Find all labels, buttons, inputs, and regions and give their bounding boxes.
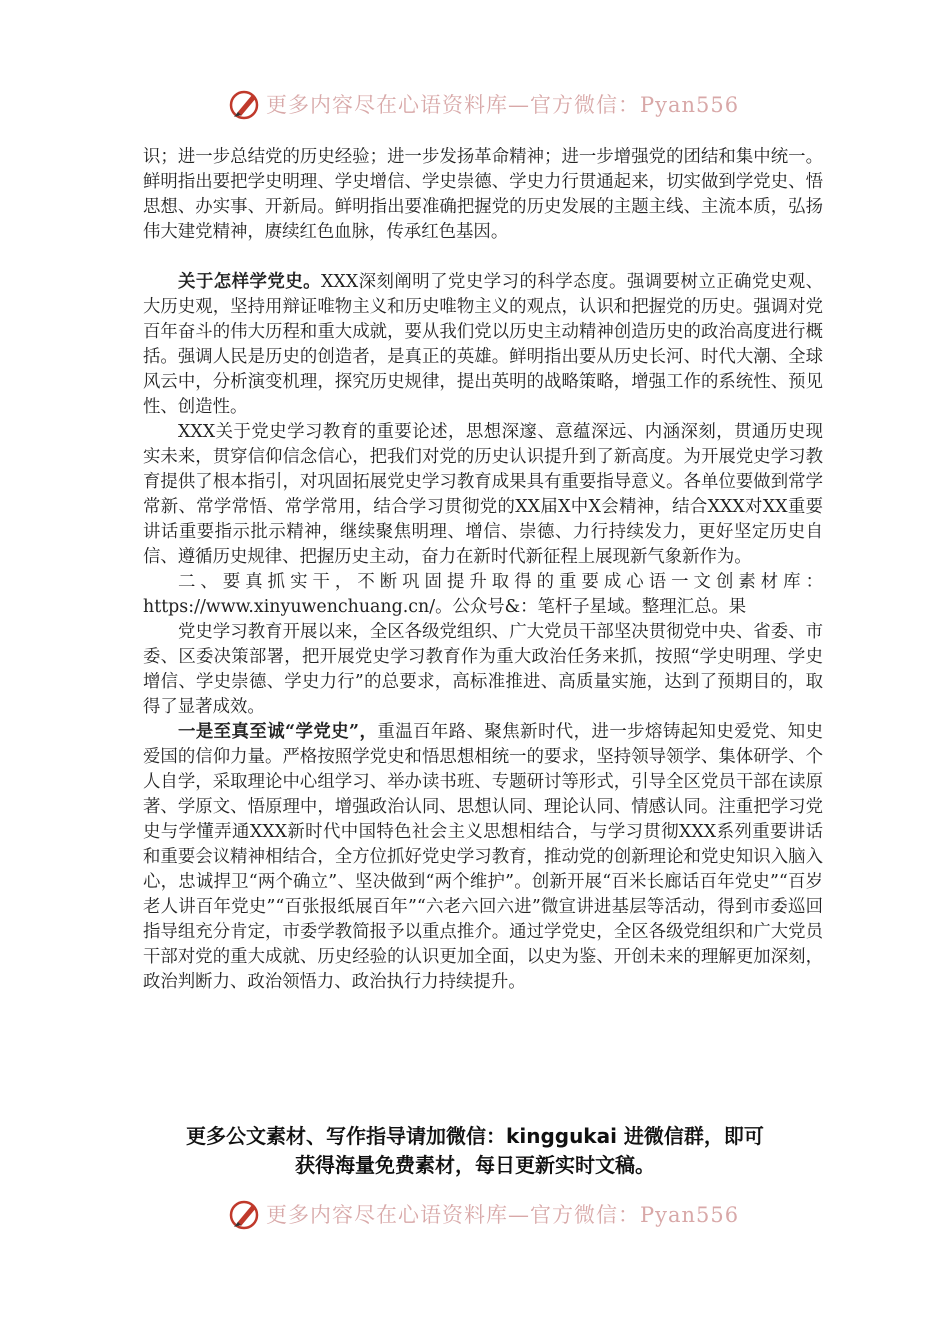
- paragraph-3: XXX关于党史学习教育的重要论述，思想深邃、意蕴深远、内涵深刻，贯通历史现实未来，贯穿信仰信念信心，把我们对党的历史认识提升到了新高度。为开展党史学习教育提供了根本指引，对巩固拓展党史学习教育成果具有重要指导意义。各单位要做到常学常新、常学常悟、常学常用，结合学习贯彻党的XX届X中X会精神，结合XXX对XX重要讲话重要指示批示精神，继续聚焦明理、增信、崇德、力行持续发力，更好坚定历史自信、遵循历史规律、把握历史主动，奋力在新时代新征程上展现新气象新作为。: [143, 422, 823, 567]
- footer-promo: [120, 1122, 830, 1180]
- section-heading-2: 二、要真抓实干，不断巩固提升取得的重要成心语一文创素材库：https://www.xinyuwenchuang.cn/。公众号&：笔杆子星域。整理汇总。果: [143, 572, 823, 617]
- paragraph-6: [143, 720, 823, 995]
- banner-text: 更多内容尽在心语资料库—官方微信：Pyan556: [266, 1203, 740, 1227]
- document-body: [143, 145, 823, 995]
- pen-logo-icon: [228, 1197, 262, 1231]
- paragraph-2-text: XXX深刻阐明了党史学习的科学态度。强调要树立正确党史观、大历史观，坚持用辩证唯物主义和历史唯物主义的观点，认识和把握党的历史。强调对党百年奋斗的伟大历程和重大成就，要从我们党以历史主动精神创造历史的政治高度进行概括。强调人民是历史的创造者，是真正的英雄。鲜明指出要从历史长河、时代大潮、全球风云中，分析演变机理，探究历史规律，提出英明的战略策略，增强工作的系统性、预见性、创造性。: [143, 272, 823, 417]
- footer-watermark-banner: [228, 1196, 739, 1232]
- paragraph-6-text: 重温百年路、聚焦新时代，进一步熔铸起知史爱党、知史爱国的信仰力量。严格按照学党史和悟思想相统一的要求，坚持领导领学、集体研学、个人自学，采取理论中心组学习、举办读书班、专题研讨等形式，引导全区党员干部在读原著、学原文、悟原理中，增强政治认同、思想认同、理论认同、情感认同。注重把学习党史与学懂弄通XXX新时代中国特色社会主义思想相结合，与学习贯彻XXX系列重要讲话和重要会议精神相结合，全方位抓好党史学习教育，推动党的创新理论和党史知识入脑入心，忠诚捍卫“两个确立”、坚决做到“两个维护”。创新开展“百米长廊话百年党史”“百岁老人讲百年党史”“百张报纸展百年”“六老六回六进”微宣讲进基层等活动，得到市委巡回指导组充分肯定，市委学教简报予以重点推介。通过学党史，全区各级党组织和广大党员干部对党的重大成就、历史经验的认识更加全面，以史为鉴、开创未来的理解更加深刻，政治判断力、政治领悟力、政治执行力持续提升。: [143, 722, 823, 992]
- paragraph-5: 党史学习教育开展以来，全区各级党组织、广大党员干部坚决贯彻党中央、省委、市委、区委决策部署，把开展党史学习教育作为重大政治任务来抓，按照“学史明理、学史增信、学史崇德、学史力行”的总要求，高标准推进、高质量实施，达到了预期目的，取得了显著成效。: [143, 622, 823, 717]
- footer-line-2: 获得海量免费素材，每日更新实时文稿。: [295, 1153, 655, 1177]
- paragraph-2-lead: 关于怎样学党史。: [178, 272, 322, 292]
- footer-line-1: 更多公文素材、写作指导请加微信：kinggukai 进微信群，即可: [186, 1124, 764, 1148]
- header-watermark-banner: [228, 86, 739, 122]
- paragraph-2: [143, 270, 823, 420]
- banner-text: 更多内容尽在心语资料库—官方微信：Pyan556: [266, 93, 740, 117]
- paragraph-6-lead: 一是至真至诚“学党史”，: [178, 722, 378, 742]
- pen-logo-icon: [228, 87, 262, 121]
- paragraph-1: 识；进一步总结党的历史经验；进一步发扬革命精神；进一步增强党的团结和集中统一。鲜明指出要把学史明理、学史增信、学史崇德、学史力行贯通起来，切实做到学党史、悟思想、办实事、开新局。鲜明指出要准确把握党的历史发展的主题主线、主流本质，弘扬伟大建党精神，赓续红色血脉，传承红色基因。: [143, 147, 823, 242]
